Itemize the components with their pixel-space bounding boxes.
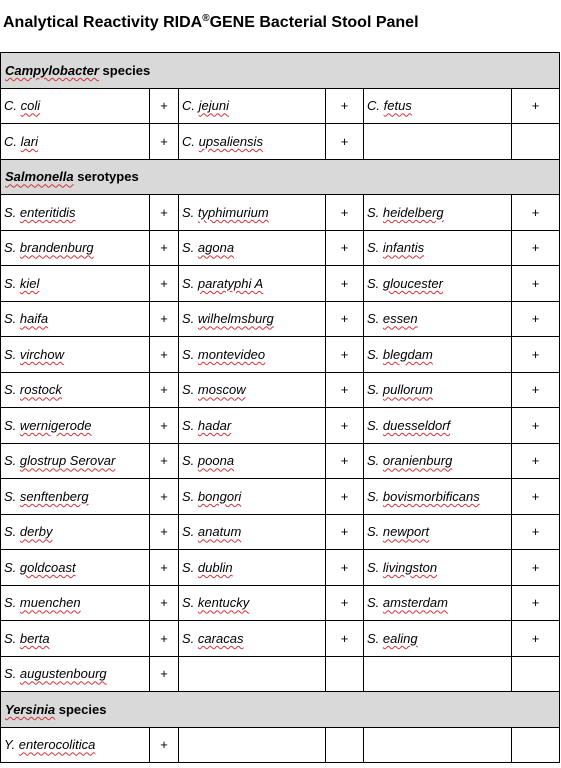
- species-epithet: wilhelmsburg: [197, 311, 274, 327]
- species-genus: S.: [4, 595, 17, 611]
- species-epithet: heidelberg: [382, 204, 444, 220]
- species-cell: [1, 88, 150, 124]
- species-cell: [179, 408, 326, 444]
- result-cell: +: [150, 408, 179, 444]
- species-epithet: blegdam: [382, 346, 433, 362]
- species-epithet: infantis: [382, 240, 425, 256]
- species-epithet: brandenburg: [19, 240, 94, 256]
- result-cell: +: [512, 230, 560, 266]
- section-title-rest: serotypes: [77, 169, 139, 185]
- result-cell: +: [326, 266, 364, 302]
- result-cell: +: [512, 550, 560, 586]
- section-title-italic: Campylobacter: [5, 62, 99, 78]
- species-genus: C.: [4, 98, 17, 114]
- species-genus: S.: [4, 417, 17, 433]
- species-cell: [179, 88, 326, 124]
- result-cell: [512, 656, 560, 692]
- species-genus: S.: [182, 204, 195, 220]
- result-cell: +: [326, 372, 364, 408]
- species-cell: [179, 372, 326, 408]
- species-cell: [1, 301, 150, 337]
- species-epithet: oranienburg: [382, 453, 453, 469]
- result-cell: +: [150, 550, 179, 586]
- result-cell: +: [512, 479, 560, 515]
- species-genus: S.: [182, 311, 195, 327]
- species-genus: S.: [4, 630, 17, 646]
- result-cell: +: [512, 301, 560, 337]
- result-cell: +: [150, 621, 179, 657]
- result-cell: +: [512, 195, 560, 231]
- species-genus: S.: [367, 595, 380, 611]
- section-title-italic: Yersinia: [5, 701, 56, 717]
- species-genus: S.: [182, 595, 195, 611]
- species-cell: [364, 266, 512, 302]
- table-row: [1, 550, 560, 586]
- section-header: [1, 159, 560, 195]
- result-cell: +: [150, 727, 179, 763]
- species-cell: [179, 337, 326, 373]
- species-epithet: livingston: [382, 559, 438, 575]
- species-genus: S.: [4, 204, 17, 220]
- result-cell: +: [512, 372, 560, 408]
- table-row: [1, 727, 560, 763]
- section-title-rest: species: [58, 701, 107, 717]
- result-cell: +: [150, 230, 179, 266]
- title-suffix: GENE Bacterial Stool Panel: [209, 14, 419, 31]
- species-epithet: pullorum: [382, 382, 433, 398]
- section-title: [5, 63, 150, 78]
- species-genus: S.: [4, 453, 17, 469]
- result-cell: +: [326, 124, 364, 160]
- species-epithet: enterocolitica: [18, 737, 96, 753]
- species-epithet: bovismorbificans: [382, 488, 480, 504]
- species-cell: [364, 301, 512, 337]
- species-cell: [1, 656, 150, 692]
- result-cell: +: [326, 88, 364, 124]
- title-prefix: Analytical Reactivity RIDA: [3, 14, 203, 31]
- result-cell: [512, 124, 560, 160]
- species-epithet: amsterdam: [382, 595, 448, 611]
- species-epithet: haifa: [19, 311, 49, 327]
- result-cell: +: [150, 88, 179, 124]
- species-genus: S.: [4, 311, 17, 327]
- species-cell: [179, 301, 326, 337]
- species-cell: [364, 585, 512, 621]
- result-cell: +: [512, 337, 560, 373]
- species-epithet: upsaliensis: [198, 133, 263, 149]
- species-cell: [364, 621, 512, 657]
- species-cell: [364, 727, 512, 763]
- species-genus: S.: [367, 488, 380, 504]
- result-cell: +: [150, 656, 179, 692]
- section-title: [5, 702, 106, 717]
- species-cell: [179, 195, 326, 231]
- species-epithet: berta: [19, 630, 50, 646]
- result-cell: +: [150, 266, 179, 302]
- table-row: [1, 88, 560, 124]
- species-epithet: senftenberg: [19, 488, 89, 504]
- table-row: [1, 656, 560, 692]
- result-cell: +: [150, 124, 179, 160]
- species-genus: S.: [367, 630, 380, 646]
- section-header-row: [1, 159, 560, 195]
- species-epithet: virchow: [19, 346, 64, 362]
- species-cell: [1, 443, 150, 479]
- result-cell: +: [512, 514, 560, 550]
- species-epithet: anatum: [197, 524, 242, 540]
- reactivity-table-body: [1, 53, 560, 763]
- result-cell: +: [512, 88, 560, 124]
- table-row: [1, 337, 560, 373]
- result-cell: +: [512, 266, 560, 302]
- registered-mark: ®: [202, 13, 210, 24]
- result-cell: +: [512, 408, 560, 444]
- species-genus: C.: [182, 98, 195, 114]
- species-genus: S.: [182, 453, 195, 469]
- table-row: [1, 443, 560, 479]
- species-epithet: agona: [197, 240, 235, 256]
- table-row: [1, 514, 560, 550]
- result-cell: +: [326, 514, 364, 550]
- species-cell: [364, 124, 512, 160]
- species-epithet: moscow: [197, 382, 246, 398]
- species-epithet: coli: [20, 98, 41, 114]
- result-cell: [326, 656, 364, 692]
- table-row: [1, 372, 560, 408]
- species-genus: S.: [182, 240, 195, 256]
- section-header: [1, 53, 560, 89]
- species-epithet: poona: [197, 453, 235, 469]
- reactivity-table: [0, 52, 560, 763]
- species-epithet: dublin: [197, 559, 233, 575]
- species-cell: [1, 372, 150, 408]
- species-cell: [179, 479, 326, 515]
- result-cell: +: [150, 479, 179, 515]
- species-cell: [1, 266, 150, 302]
- species-epithet: hadar: [197, 417, 232, 433]
- species-genus: S.: [4, 346, 17, 362]
- species-genus: S.: [182, 630, 195, 646]
- species-cell: [179, 550, 326, 586]
- species-genus: S.: [367, 240, 380, 256]
- species-genus: S.: [4, 524, 17, 540]
- species-cell: [364, 372, 512, 408]
- result-cell: +: [150, 372, 179, 408]
- species-genus: C.: [4, 133, 17, 149]
- result-cell: +: [326, 195, 364, 231]
- table-row: [1, 124, 560, 160]
- species-cell: [179, 656, 326, 692]
- species-cell: [1, 408, 150, 444]
- species-epithet: lari: [20, 133, 38, 149]
- species-epithet: caracas: [197, 630, 244, 646]
- species-cell: [1, 195, 150, 231]
- result-cell: +: [326, 443, 364, 479]
- result-cell: +: [150, 585, 179, 621]
- species-genus: S.: [367, 275, 380, 291]
- species-cell: [179, 727, 326, 763]
- species-epithet: duesseldorf: [382, 417, 451, 433]
- species-cell: [179, 443, 326, 479]
- species-genus: S.: [182, 559, 195, 575]
- result-cell: +: [326, 301, 364, 337]
- species-epithet: typhimurium: [197, 204, 269, 220]
- species-epithet: essen: [382, 311, 418, 327]
- result-cell: +: [150, 514, 179, 550]
- species-epithet: newport: [382, 524, 430, 540]
- species-genus: S.: [4, 488, 17, 504]
- section-header: [1, 692, 560, 728]
- species-genus: S.: [367, 346, 380, 362]
- species-cell: [179, 124, 326, 160]
- result-cell: +: [326, 479, 364, 515]
- species-genus: S.: [367, 204, 380, 220]
- result-cell: +: [512, 585, 560, 621]
- species-genus: S.: [367, 559, 380, 575]
- species-cell: [1, 727, 150, 763]
- table-row: [1, 408, 560, 444]
- result-cell: +: [326, 230, 364, 266]
- species-epithet: jejuni: [198, 98, 229, 114]
- section-header-row: [1, 53, 560, 89]
- species-epithet: rostock: [19, 382, 62, 398]
- result-cell: +: [512, 621, 560, 657]
- species-genus: S.: [182, 417, 195, 433]
- species-cell: [179, 621, 326, 657]
- species-genus: Y.: [4, 737, 16, 753]
- species-genus: S.: [182, 346, 195, 362]
- species-epithet: muenchen: [19, 595, 81, 611]
- species-epithet: wernigerode: [19, 417, 92, 433]
- section-header-row: [1, 692, 560, 728]
- species-epithet: derby: [19, 524, 53, 540]
- result-cell: [326, 727, 364, 763]
- species-genus: S.: [182, 524, 195, 540]
- species-genus: S.: [182, 488, 195, 504]
- species-epithet: glostrup Serovar: [19, 453, 116, 469]
- table-row: [1, 585, 560, 621]
- species-genus: S.: [367, 382, 380, 398]
- species-genus: S.: [182, 275, 195, 291]
- result-cell: [512, 727, 560, 763]
- species-genus: S.: [367, 311, 380, 327]
- result-cell: +: [150, 443, 179, 479]
- species-genus: C.: [367, 98, 380, 114]
- species-epithet: kiel: [19, 275, 40, 291]
- species-cell: [364, 230, 512, 266]
- species-epithet: gloucester: [382, 275, 443, 291]
- species-cell: [1, 337, 150, 373]
- species-cell: [364, 479, 512, 515]
- section-title-rest: species: [102, 62, 151, 78]
- section-title: [5, 169, 139, 184]
- species-cell: [179, 230, 326, 266]
- result-cell: +: [150, 195, 179, 231]
- species-cell: [364, 195, 512, 231]
- species-cell: [1, 621, 150, 657]
- species-epithet: goldcoast: [19, 559, 76, 575]
- table-row: [1, 479, 560, 515]
- result-cell: +: [326, 550, 364, 586]
- species-cell: [179, 585, 326, 621]
- species-cell: [364, 550, 512, 586]
- species-cell: [1, 124, 150, 160]
- species-cell: [179, 514, 326, 550]
- species-epithet: fetus: [383, 98, 412, 114]
- species-cell: [1, 585, 150, 621]
- species-cell: [364, 514, 512, 550]
- species-cell: [1, 230, 150, 266]
- section-title-italic: Salmonella: [5, 169, 74, 185]
- species-genus: S.: [367, 524, 380, 540]
- species-genus: S.: [182, 382, 195, 398]
- species-cell: [1, 479, 150, 515]
- table-row: [1, 266, 560, 302]
- species-epithet: kentucky: [197, 595, 250, 611]
- species-genus: S.: [367, 453, 380, 469]
- species-genus: S.: [4, 275, 17, 291]
- species-cell: [364, 88, 512, 124]
- species-cell: [364, 443, 512, 479]
- species-epithet: paratyphi A: [197, 275, 264, 291]
- page-title: [3, 14, 419, 32]
- table-row: [1, 621, 560, 657]
- species-epithet: bongori: [197, 488, 242, 504]
- result-cell: +: [512, 443, 560, 479]
- result-cell: +: [150, 301, 179, 337]
- table-row: [1, 301, 560, 337]
- species-cell: [179, 266, 326, 302]
- species-cell: [1, 550, 150, 586]
- species-epithet: enteritidis: [19, 204, 76, 220]
- result-cell: +: [326, 585, 364, 621]
- species-epithet: ealing: [382, 630, 418, 646]
- species-genus: S.: [4, 382, 17, 398]
- species-genus: S.: [4, 559, 17, 575]
- species-epithet: montevideo: [197, 346, 266, 362]
- species-epithet: augustenbourg: [19, 666, 107, 682]
- result-cell: +: [150, 337, 179, 373]
- species-cell: [364, 408, 512, 444]
- species-cell: [364, 656, 512, 692]
- result-cell: +: [326, 408, 364, 444]
- species-genus: S.: [4, 666, 17, 682]
- table-row: [1, 195, 560, 231]
- result-cell: +: [326, 337, 364, 373]
- result-cell: +: [326, 621, 364, 657]
- species-cell: [1, 514, 150, 550]
- species-genus: S.: [4, 240, 17, 256]
- species-cell: [364, 337, 512, 373]
- table-row: [1, 230, 560, 266]
- species-genus: S.: [367, 417, 380, 433]
- species-genus: C.: [182, 133, 195, 149]
